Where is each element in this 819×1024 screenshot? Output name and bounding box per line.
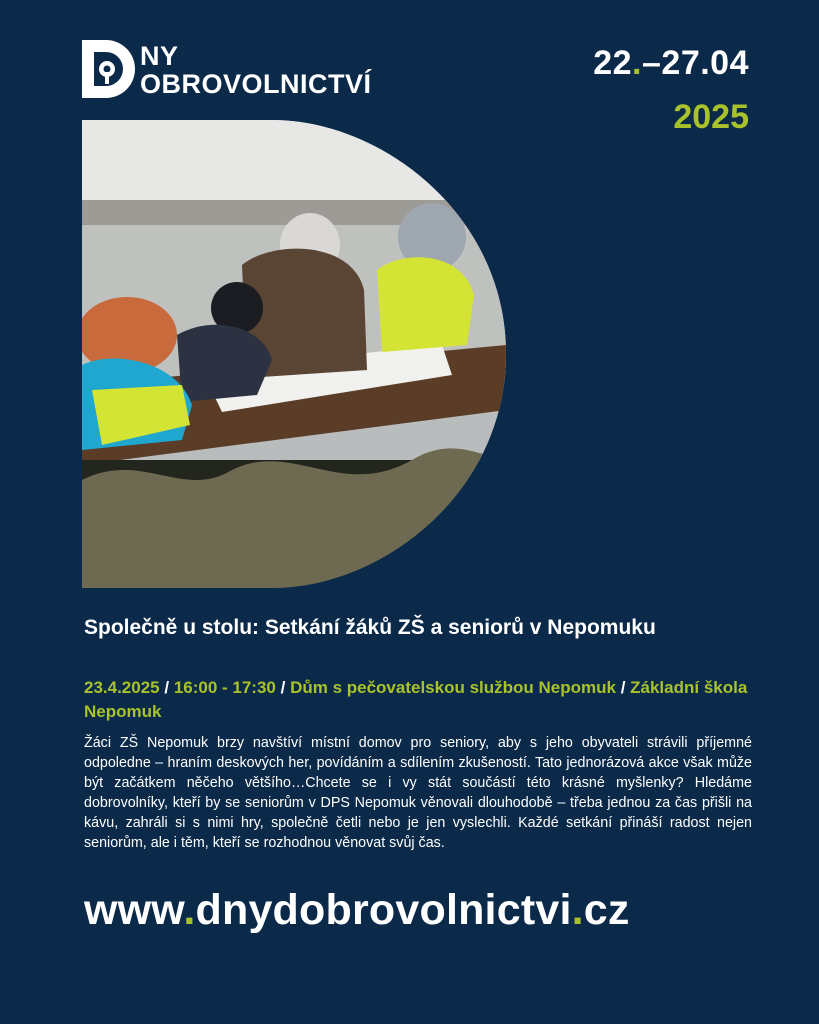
date-end: 27.04 [661,44,749,82]
logo [82,40,432,102]
website-link[interactable] [84,886,630,935]
website-part-domain: dnydobrovolnictvi [195,886,572,934]
date-dot-icon: . [632,44,642,82]
dny-logo-icon [82,40,138,98]
volunteers-photo [82,120,506,588]
date-start: 22 [593,44,633,82]
event-meta [84,676,774,724]
event-date: 23.4.2025 [84,678,160,697]
meta-separator: / [159,678,174,697]
event-year: 2025 [673,98,749,136]
website-dot-icon: . [571,886,584,934]
meta-separator: / [275,678,291,697]
event-date-range [593,44,749,83]
website-dot-icon: . [183,886,196,934]
date-dash: – [641,44,662,82]
meta-separator: / [615,678,631,697]
website-part-www: www [84,886,184,934]
logo-text-line1: NY [140,41,179,71]
event-time: 16:00 - 17:30 [173,678,276,697]
logo-text-line2: OBROVOLNICTVÍ [140,69,372,99]
event-title: Společně u stolu: Setkání žáků ZŠ a seniorů v Nepomuku [84,616,656,639]
event-organizer: Základní škola Nepomuk [84,678,748,721]
website-part-tld: cz [583,886,630,934]
event-description: Žáci ZŠ Nepomuk brzy navštíví místní domov pro seniory, aby s jeho obyvateli strávili příjemné odpoledne – hraním deskových her, povídáním a sdílením zkušeností. Tato jednorázová akce však může být začátkem něčeho většího…Chcete se i vy stát součástí této krásné myšlenky? Hledáme dobrovolníky, kteří by se seniorům v DPS Nepomuk věnovali dlouhodobě – třeba jednou za čas přišli na kávu, zahráli si s nimi hry, společně četli nebo je jen vyslechli. Každé setkání přináší radost nejen seniorům, ale i těm, kteří se rozhodnou věnovat svůj čas. [84,735,752,851]
event-place: Dům s pečovatelskou službou Nepomuk [290,678,616,697]
